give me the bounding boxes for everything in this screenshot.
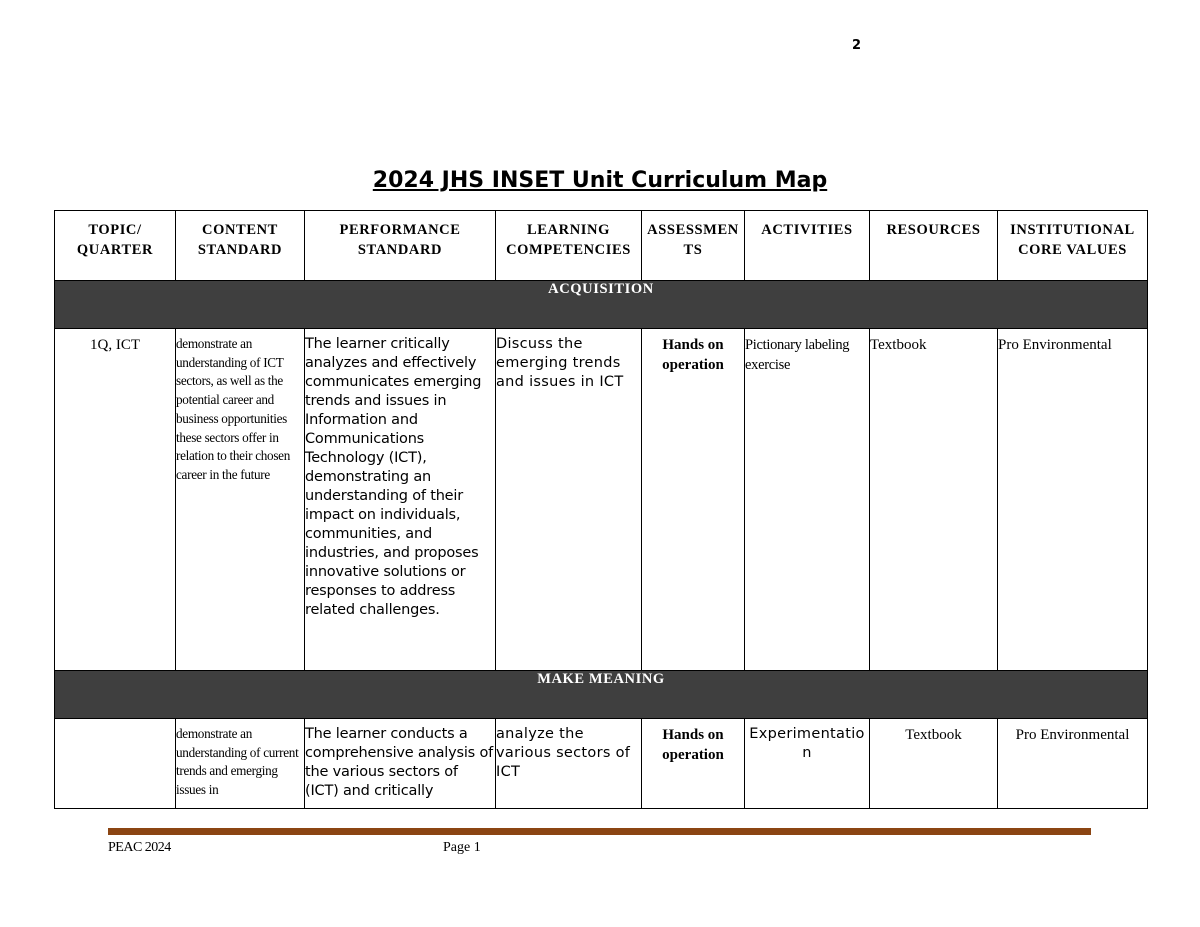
cell-resource: Textbook	[870, 329, 998, 671]
header-resources: RESOURCES	[870, 211, 998, 281]
header-institutional-core-values: INSTITUTIONAL CORE VALUES	[998, 211, 1148, 281]
header-learning-competencies: LEARNING COMPETENCIES	[496, 211, 642, 281]
cell-content-standard: demonstrate an understanding of ICT sectors, as well as the potential career and business opportunities these sectors offer in relation to their chosen career in the future	[176, 329, 305, 671]
cell-learning-competency: Discuss the emerging trends and issues in ICT	[496, 329, 642, 671]
cell-topic	[55, 719, 176, 809]
footer-label: PEAC 2024	[108, 840, 171, 855]
cell-core-value: Pro Environmental	[998, 719, 1148, 809]
cell-performance-standard: The learner conducts a comprehensive analysis of the various sectors of (ICT) and critically	[305, 719, 496, 809]
cell-content-standard: demonstrate an understanding of current trends and emerging issues in	[176, 719, 305, 809]
header-performance-standard: PERFORMANCE STANDARD	[305, 211, 496, 281]
cell-performance-standard: The learner critically analyzes and effectively communicates emerging trends and issues in Information and Communications Technology (ICT), demonstrating an understanding of their impact on individuals, communities, and industries, and proposes innovative solutions or responses to address related challenges.	[305, 329, 496, 671]
cell-learning-competency: analyze the various sectors of ICT	[496, 719, 642, 809]
section-band-make-meaning	[55, 671, 1148, 719]
table-header-row	[55, 211, 1148, 281]
section-label: MAKE MEANING	[55, 671, 1148, 719]
header-content-standard: CONTENT STANDARD	[176, 211, 305, 281]
cell-resource: Textbook	[870, 719, 998, 809]
header-activities: ACTIVITIES	[745, 211, 870, 281]
table-row	[55, 719, 1148, 809]
cell-assessment: Hands on operation	[642, 719, 745, 809]
cell-assessment: Hands on operation	[642, 329, 745, 671]
table-row	[55, 329, 1148, 671]
cell-topic: 1Q, ICT	[55, 329, 176, 671]
cell-core-value: Pro Environmental	[998, 329, 1148, 671]
cell-activity: Experimentation	[745, 719, 870, 809]
footer-page-label: Page 1	[443, 840, 481, 855]
section-band-acquisition	[55, 281, 1148, 329]
page-number: 2	[852, 38, 862, 53]
curriculum-map-table	[54, 210, 1148, 809]
cell-activity: Pictionary labeling exercise	[745, 329, 870, 671]
section-label: ACQUISITION	[55, 281, 1148, 329]
header-assessments: ASSESSMEN TS	[642, 211, 745, 281]
footer-rule	[108, 828, 1091, 835]
document-title: 2024 JHS INSET Unit Curriculum Map	[372, 168, 828, 193]
header-topic-quarter: TOPIC/ QUARTER	[55, 211, 176, 281]
